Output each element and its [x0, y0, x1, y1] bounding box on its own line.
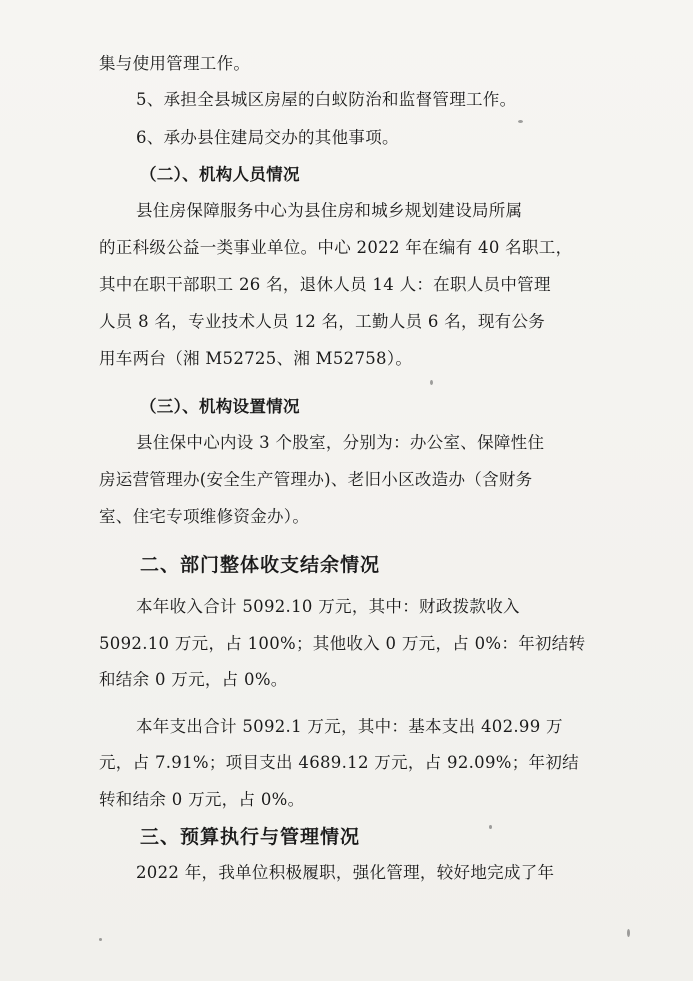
text-line: 元，占 7.91%；项目支出 4689.12 万元，占 92.09%；年初结: [99, 753, 579, 772]
text-line: 5、承担全县城区房屋的白蚁防治和监督管理工作。: [136, 90, 517, 109]
text-line: 2022 年，我单位积极履职，强化管理，较好地完成了年: [136, 863, 555, 882]
scan-speck: [627, 929, 630, 937]
section-heading: 二、部门整体收支结余情况: [140, 554, 381, 576]
scan-speck: [430, 380, 433, 385]
text-line: 和结余 0 万元，占 0%。: [99, 670, 288, 689]
text-line: 6、承办县住建局交办的其他事项。: [136, 128, 399, 147]
text-line: 县住房保障服务中心为县住房和城乡规划建设局所属: [136, 201, 523, 220]
section-subheading: （二）、机构人员情况: [140, 165, 300, 184]
text-line: 用车两台（湘 M52725、湘 M52758）。: [99, 349, 413, 368]
text-line: 其中在职干部职工 26 名，退休人员 14 人：在职人员中管理: [99, 275, 551, 294]
text-line: 房运营管理办(安全生产管理办)、老旧小区改造办（含财务: [99, 470, 533, 489]
text-line: 的正科级公益一类事业单位。中心 2022 年在编有 40 名职工，: [99, 238, 573, 257]
text-line: 人员 8 名，专业技术人员 12 名，工勤人员 6 名，现有公务: [99, 312, 546, 331]
text-line: 集与使用管理工作。: [99, 54, 251, 73]
text-line: 本年支出合计 5092.1 万元，其中：基本支出 402.99 万: [136, 717, 563, 736]
text-line: 县住保中心内设 3 个股室，分别为：办公室、保障性住: [136, 433, 545, 452]
text-line: 转和结余 0 万元，占 0%。: [99, 790, 305, 809]
section-subheading: （三）、机构设置情况: [140, 397, 300, 416]
section-heading: 三、预算执行与管理情况: [140, 826, 361, 848]
text-line: 本年收入合计 5092.10 万元，其中：财政拨款收入: [136, 597, 520, 616]
scan-speck: [489, 825, 492, 829]
scan-speck: [99, 938, 102, 941]
text-line: 5092.10 万元，占 100%；其他收入 0 万元，占 0%：年初结转: [99, 634, 586, 653]
text-line: 室、住宅专项维修资金办）。: [99, 507, 310, 526]
scan-speck: [518, 120, 523, 123]
